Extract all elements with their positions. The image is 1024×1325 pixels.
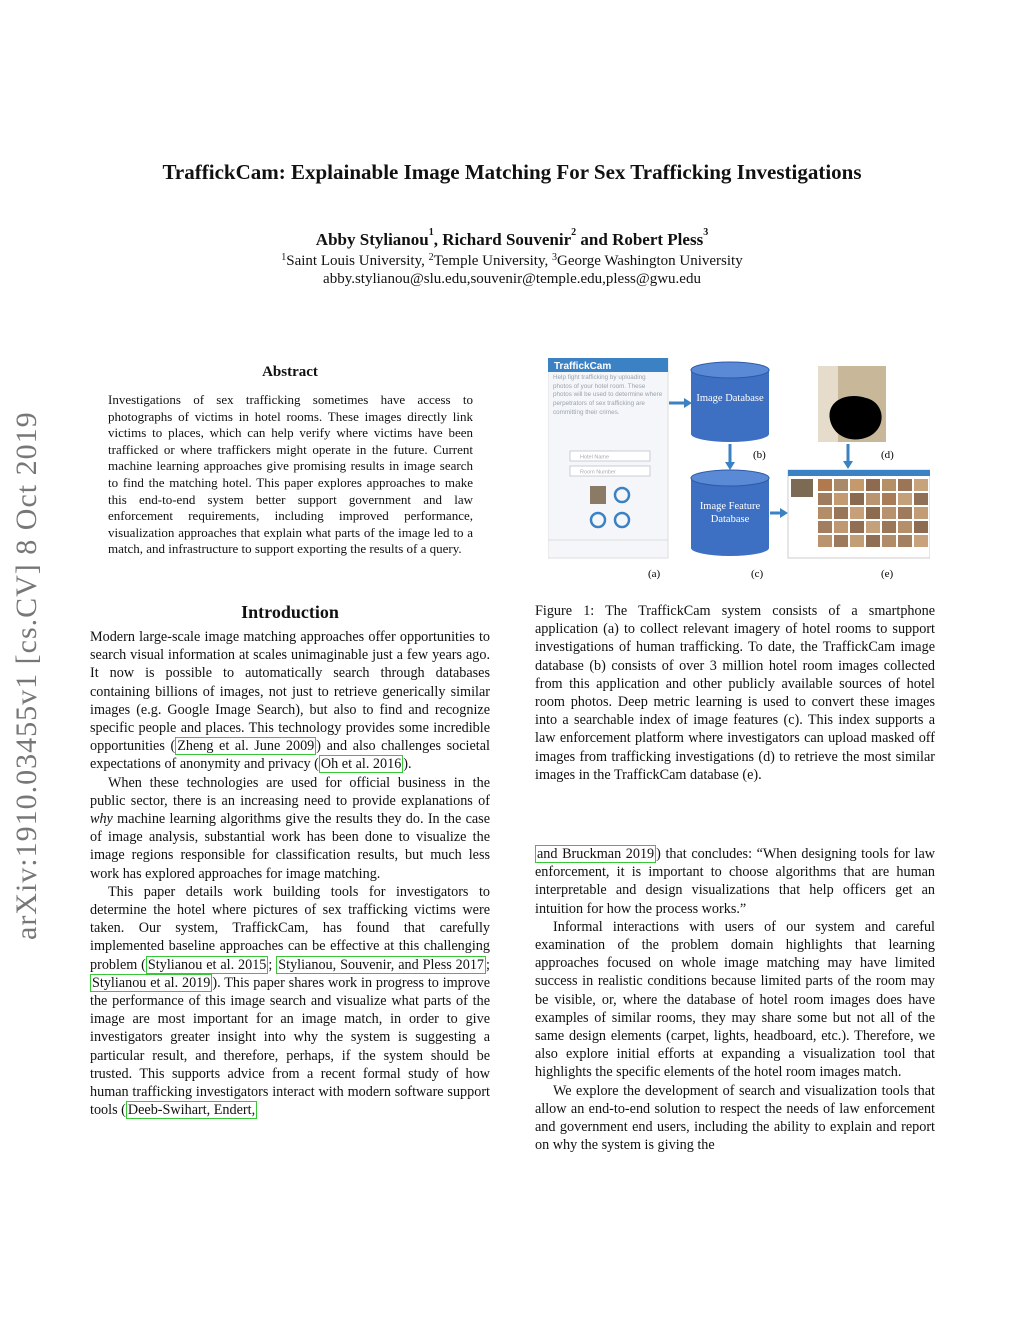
citation-link[interactable]: Oh et al. 2016 [320,756,402,773]
results-grid [818,479,928,547]
author-3-sup: 3 [703,227,709,238]
arrow [843,461,853,469]
label-e: (e) [881,568,894,580]
author-emails: abby.stylianou@slu.edu,souvenir@temple.edu,pless@gwu.edu [323,271,701,287]
room-number-placeholder: Room Number [580,469,616,476]
author-1-sup: 1 [428,227,434,238]
figure-1 [548,358,930,580]
label-d: (d) [881,449,894,461]
image-feature-database-label: Image Feature Database [699,501,761,525]
citation-link[interactable]: and Bruckman 2019 [537,846,655,862]
arxiv-side-label: arXiv:1910.03455v1 [cs.CV] 8 Oct 2019 [10,411,43,940]
right-paragraph-3: We explore the development of search and visualization tools that allow an end-to-end solution to respect the needs of law enforcement and government end users, including the ability to explain and report on why the system is giving the [535,1082,935,1154]
app-description: Help fight trafficking by uploading photos of your hotel room. These photos will be used to determine where perpetrators of sex trafficking are committing their crimes. [553,374,663,416]
hotel-name-placeholder: Hotel Name [580,454,610,461]
citation-link[interactable]: Deeb-Swihart, Endert, [127,1102,256,1119]
citation-link[interactable]: Stylianou et al. 2015 [147,956,267,973]
arrow [725,462,735,470]
author-line [0,227,1024,250]
affil-3: George Washington University [557,253,743,269]
author-1: Abby Stylianou [315,230,429,249]
paper-title: TraffickCam: Explainable Image Matching For Sex Trafficking Investigations [162,160,862,184]
intro-paragraph-1: Modern large-scale image matching approaches offer opportunities to search visual information at scales unimaginable just a few years ago. It now is possible to automatically search through databases containing billions of images, not just to retrieve generically similar images (e.g. Google Image Search), but also to find and recognize specific people and places. This technology provides some incredible opportunities ( Zheng et al. June 2009 ) and also challenges societal expectations of anonymity and privacy ( Oh et al. 2016 ). [90,629,490,773]
image-database-label: Image Database [696,393,764,404]
figure-1-caption: Figure 1: The TraffickCam system consists of a smartphone application (a) to collect relevant imagery of hotel rooms to support investigations of human trafficking. To date, the TraffickCam image database (b) consists of over 3 million hotel room images collected from this application and other publicly available sources of hotel room photos. Deep metric learning is used to convert these images into a searchable index of image features (c). This index supports a law enforcement platform where investigators can upload masked off images from trafficking investigations (d) to retrieve the most similar images in the TraffickCam database (e). [535,603,935,783]
affil-sup-3: 3 [552,252,557,263]
citation-link[interactable]: Stylianou et al. 2019 [92,974,211,991]
author-3: and Robert Pless [576,230,704,249]
citation-link[interactable]: Stylianou, Souvenir, and Pless 2017 [278,956,485,973]
right-paragraph-1: and Bruckman 2019 ) that concludes: “When designing tools for law enforcement, it is important to choose algorithms that are human interpretable and design visualizations that help officers get an intuition for how the process works.” [535,846,935,917]
affil-2: Temple University, [433,253,552,269]
author-2-sup: 2 [571,227,577,238]
intro-paragraph-2: When these technologies are used for official business in the public sector, there is an increasing need to provide explanations of why machine learning algorithms give the results they do. In the case of image analysis, substantial work has been done to visualize the image regions responsible for classification results, but much less work has explored approaches for image matching. [90,774,490,882]
citation-link[interactable]: Zheng et al. June 2009 [177,738,315,755]
affil-1: Saint Louis University, [286,253,429,269]
affil-sup-1: 1 [281,252,287,263]
right-column-body [535,845,935,1154]
label-b: (b) [753,449,766,461]
affil-sup-2: 2 [428,252,434,263]
introduction-body [90,628,490,1119]
abstract-heading: Abstract [262,364,318,380]
label-a: (a) [648,568,661,580]
right-paragraph-2: Informal interactions with users of our system and careful examination of the problem domain highlights that learning approaches focused on whole image matching may have limited success in realistic conditions because limited parts of the room may be visible, or, where the database of hotel room images does have examples of similar rooms, they may share some but not all of the same design elements (carpet, lights, headboard, etc.). Therefore, we also explore initial efforts at expanding a visualization tool that highlights the specific elements of the hotel room images match. [535,918,935,1081]
abstract-text: Investigations of sex trafficking sometimes have access to photographs of victims in hotel rooms. These images directly link victims to places, which can help verify where victims have been trafficked or where traffickers might operate in the future. Current machine learning approaches give promising results in image search to find the matching hotel. This paper explores approaches to make this end-to-end system better support government and law enforcement requirements, including improved performance, visualization approaches that explain what parts of the image led to a match, and infrastructure to support exporting the results of a query. [108,392,473,557]
intro-paragraph-3: This paper details work building tools for investigators to determine the hotel where pictures of sex trafficking victims were taken. Our system, TraffickCam, has found that carefully implemented baseline approaches can be effective at this challenging problem ( Stylianou et al. 2015 ; Stylianou, Souvenir, and Pless 2017 ; Stylianou et al. 2019 ). This paper shares work in progress to improve the performance of this image search and visualize what parts of the image are most important for an image match, in order to give investigators greater insight into why the system is suggesting a particular result, and therefore, perhaps, if the system should be trusted. This supports advice from a recent formal study of how human trafficking investigators interact with modern software support tools ( Deeb-Swihart, Endert, [90,883,490,1119]
photo-thumb [590,486,606,504]
affiliations [0,252,1024,288]
introduction-heading: Introduction [241,602,339,622]
arrow [780,508,788,518]
label-c: (c) [751,568,764,580]
app-title: TraffickCam [554,361,612,372]
author-2: , Richard Souvenir [433,230,572,249]
